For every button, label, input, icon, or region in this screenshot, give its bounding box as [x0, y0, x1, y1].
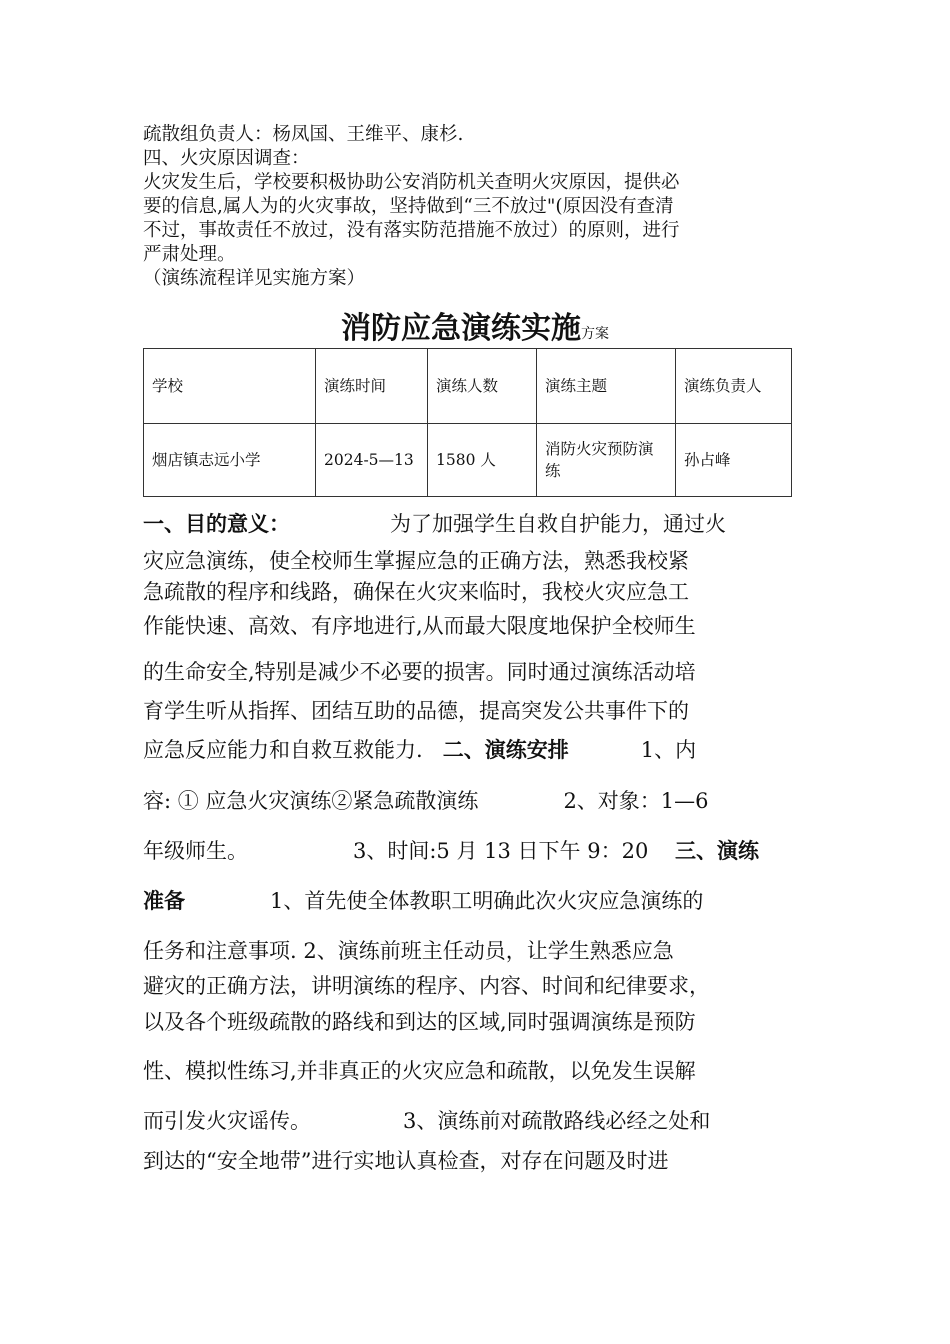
body-line [143, 734, 808, 764]
body-line: 到达的“安全地带”进行实地认真检查，对存在问题及时进 [143, 1149, 669, 1173]
cell-school: 烟店镇志远小学 [144, 424, 316, 497]
body-text: 为了加强学生自救自护能力，通过火 [390, 512, 726, 536]
body-line: 性、模拟性练习,并非真正的火灾应急和疏散，以免发生误解 [143, 1059, 696, 1083]
section-heading-purpose: 一、目的意义： [143, 511, 290, 536]
intro-section [143, 123, 813, 291]
intro-line: 四、火灾原因调查： [143, 148, 310, 169]
intro-line: 不过，事故责任不放过，没有落实防范措施不放过）的原则，进行 [143, 220, 680, 241]
body-text: 1、首先使全体教职工明确此次火灾应急演练的 [270, 889, 704, 913]
header-theme: 演练主题 [537, 349, 676, 424]
header-leader: 演练负责人 [676, 349, 792, 424]
intro-line: （演练流程详见实施方案） [143, 268, 366, 289]
header-school: 学校 [144, 349, 316, 424]
title-main: 消防应急演练实施 [341, 311, 581, 346]
body-text: 3、时间:5 月 13 日下午 9：20 [353, 839, 649, 863]
cell-time: 2024-5—13 [316, 424, 428, 497]
section-heading-preparation-cont: 准备 [143, 888, 185, 913]
intro-line: 严肃处理。 [143, 244, 236, 265]
body-line [143, 785, 808, 815]
header-time: 演练时间 [316, 349, 428, 424]
body-line: 避灾的正确方法，讲明演练的程序、内容、时间和纪律要求， [143, 974, 710, 998]
body-line: 的生命安全,特别是减少不必要的损害。同时通过演练活动培 [143, 660, 696, 684]
cell-leader: 孙占峰 [676, 424, 792, 497]
title-suffix: 方案 [581, 326, 609, 342]
body-line: 作能快速、高效、有序地进行,从而最大限度地保护全校师生 [143, 614, 696, 638]
body-text: 而引发火灾谣传。 [143, 1109, 311, 1133]
body-text: 3、演练前对疏散路线必经之处和 [403, 1109, 711, 1133]
body-line [143, 1105, 808, 1135]
document-title [0, 303, 950, 347]
intro-line: 要的信息,属人为的火灾事故，坚持做到“三不放过"(原因没有查清 [143, 196, 674, 217]
body-text: 容: ① 应急火灾演练②紧急疏散演练 [143, 789, 479, 813]
section-heading-arrangement: 二、演练安排 [442, 737, 569, 762]
intro-line: 火灾发生后，学校要积极协助公安消防机关查明火灾原因，提供必 [143, 172, 680, 193]
header-count: 演练人数 [428, 349, 537, 424]
body-line: 任务和注意事项. 2、演练前班主任动员，让学生熟悉应急 [143, 939, 674, 963]
body-line [143, 508, 808, 538]
body-text: 1、内 [640, 738, 697, 762]
body-line [143, 835, 808, 865]
table-row [144, 424, 792, 497]
body-line: 以及各个班级疏散的路线和到达的区域,同时强调演练是预防 [143, 1010, 696, 1034]
plan-table [143, 348, 792, 497]
cell-theme: 消防火灾预防演练 [537, 424, 676, 497]
cell-count: 1580 人 [428, 424, 537, 497]
body-text: 年级师生。 [143, 839, 248, 863]
body-text: 2、对象：1—6 [563, 789, 709, 813]
table-header-row [144, 349, 792, 424]
body-text: 应急反应能力和自救互救能力. [143, 738, 423, 762]
body-line: 育学生听从指挥、团结互助的品德，提高突发公共事件下的 [143, 699, 689, 723]
intro-line: 疏散组负责人：杨凤国、王维平、康杉. [143, 124, 464, 145]
body-line: 急疏散的程序和线路，确保在火灾来临时，我校火灾应急工 [143, 580, 689, 604]
body-line: 灾应急演练，使全校师生掌握应急的正确方法，熟悉我校紧 [143, 549, 689, 573]
body-line [143, 885, 808, 915]
section-heading-preparation: 三、演练 [675, 838, 760, 863]
